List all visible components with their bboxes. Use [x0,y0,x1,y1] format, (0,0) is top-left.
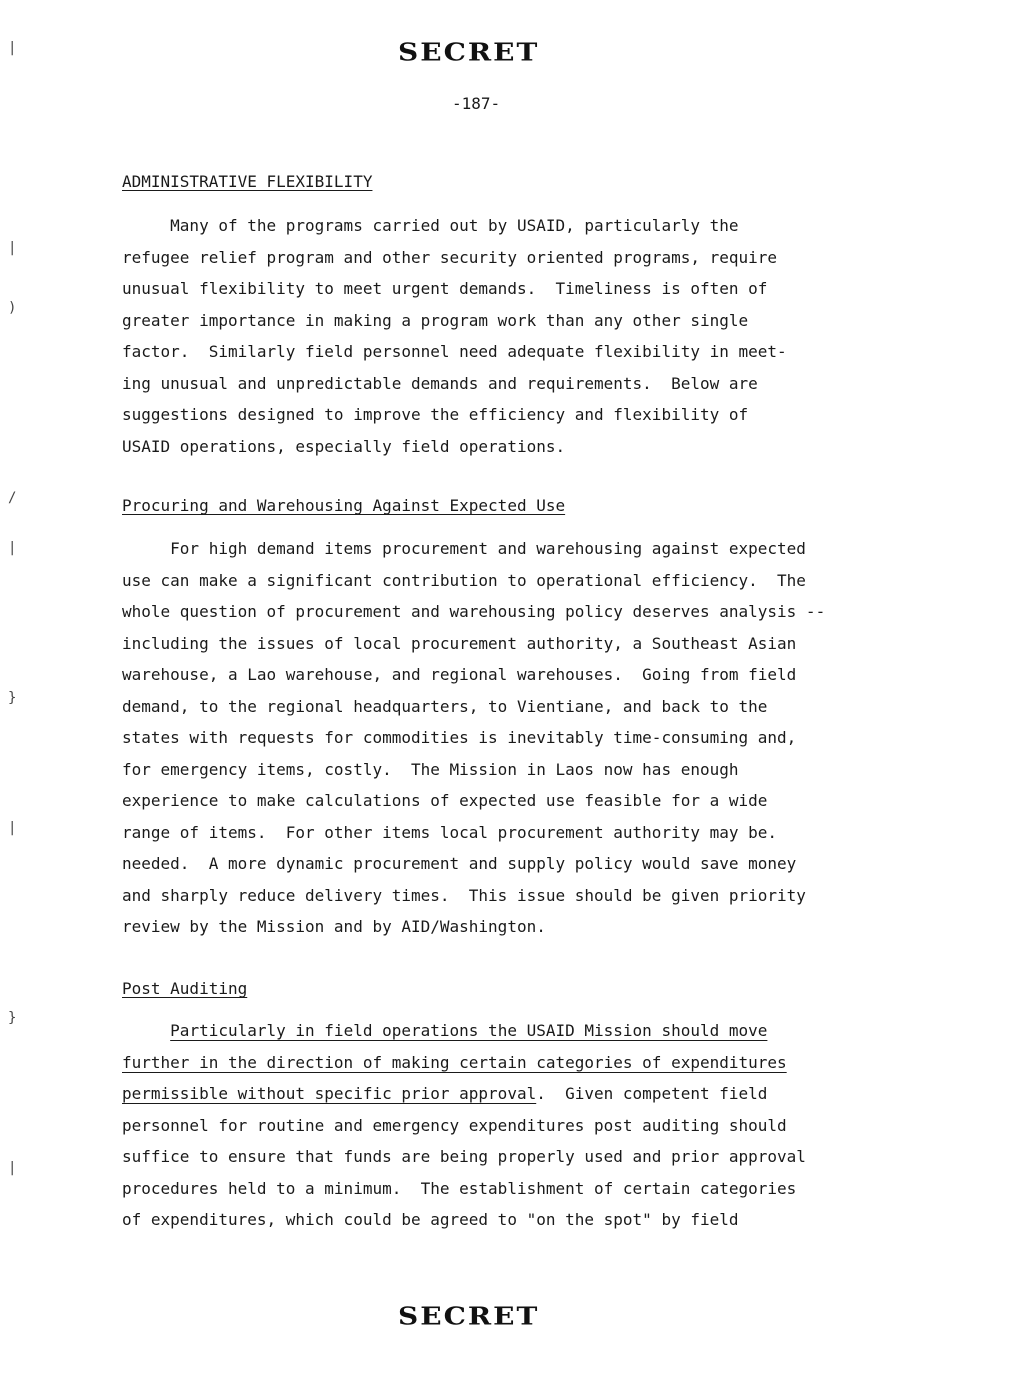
text-line: review by the Mission and by AID/Washington. [122,917,546,936]
underlined-text: permissible without specific prior approval [122,1084,537,1103]
text-line: and sharply reduce delivery times. This issue should be given priority [122,885,806,905]
scan-margin-mark: | [8,1160,17,1176]
text-line: ing unusual and unpredictable demands and requirements. Below are [122,373,758,393]
text-line: for emergency items, costly. The Mission in Laos now has enough [122,759,739,779]
scan-margin-mark: | [8,40,17,56]
scan-margin-mark: | [8,820,17,836]
scan-margin-mark: } [8,690,17,706]
text-line: needed. A more dynamic procurement and supply policy would save money [122,854,797,873]
text-line: factor. Similarly field personnel need adequate flexibility in meet- [122,342,787,361]
scan-margin-mark: / [8,490,17,506]
text-line: USAID operations, especially field operations. [122,436,566,456]
text-line: For high demand items procurement and warehousing against expected [122,539,806,558]
underlined-text: Particularly in field operations the USAID Mission should move [170,1021,768,1040]
text-line: procedures held to a minimum. The establishment of certain categories [122,1178,797,1198]
text-line: of expenditures, which could be agreed to "on the spot" by field [122,1210,739,1229]
intro-paragraph [122,210,892,462]
text-line: greater importance in making a program work than any other single [122,310,749,330]
scan-margin-mark: } [8,1010,17,1026]
auditing-paragraph [122,1015,892,1236]
scan-margin-mark: | [8,540,17,556]
text-line: Many of the programs carried out by USAID, particularly the [122,216,739,235]
section-heading: ADMINISTRATIVE FLEXIBILITY [122,172,373,191]
text-line: warehouse, a Lao warehouse, and regional warehouses. Going from field [122,665,797,684]
text-line: refugee relief program and other security oriented programs, require [122,247,778,267]
text-line: suffice to ensure that funds are being properly used and prior approval [122,1147,806,1166]
subsection-heading-auditing: Post Auditing [122,979,248,998]
page-number: -187- [452,94,501,113]
text-line: states with requests for commodities is inevitably time-consuming and, [122,728,797,747]
text-line: range of items. For other items local procurement authority may be. [122,822,778,842]
classification-stamp-top: SECRET [398,38,540,67]
classification-stamp-bottom: SECRET [398,1302,540,1331]
text-continuation: . Given competent field [536,1084,768,1103]
text-line: unusual flexibility to meet urgent demands. Timeliness is often of [122,279,768,298]
text-line: suggestions designed to improve the efficiency and flexibility of [122,405,749,424]
scan-margin-mark: | [8,240,17,256]
procuring-paragraph [122,533,892,943]
underlined-text: further in the direction of making certain categories of expenditures [122,1052,787,1072]
text-line: including the issues of local procurement authority, a Southeast Asian [122,633,797,653]
text-line: experience to make calculations of expected use feasible for a wide [122,791,768,810]
text-line [122,1015,892,1047]
text-line: personnel for routine and emergency expenditures post auditing should [122,1115,787,1135]
text-line [122,1078,892,1110]
subsection-heading-procuring: Procuring and Warehousing Against Expected Use [122,496,566,515]
scan-margin-mark: ) [8,300,17,316]
text-line: use can make a significant contribution to operational efficiency. The [122,570,806,590]
text-line: demand, to the regional headquarters, to Vientiane, and back to the [122,696,768,716]
text-line: whole question of procurement and warehousing policy deserves analysis -- [122,602,826,621]
text-line [122,1047,892,1079]
